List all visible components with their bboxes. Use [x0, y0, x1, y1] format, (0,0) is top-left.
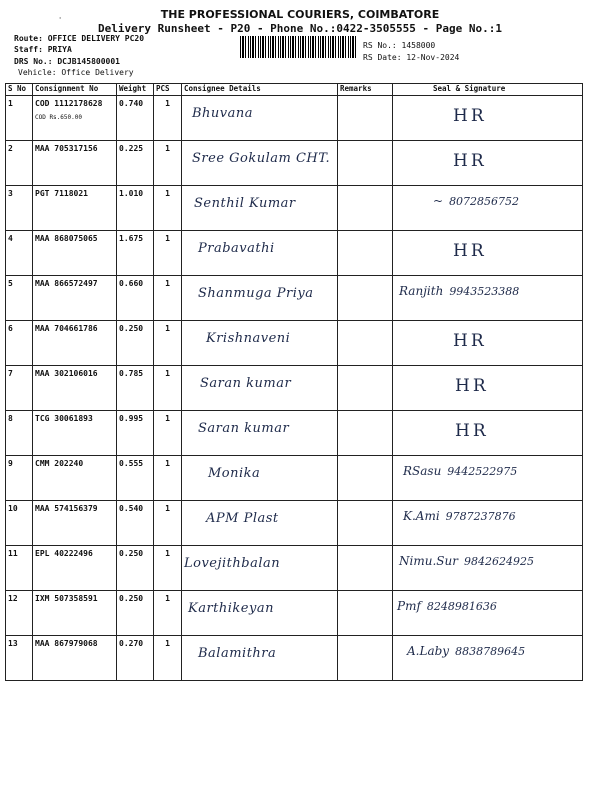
table-header-row: [6, 84, 583, 96]
consignee-cell: [182, 96, 338, 141]
consignee-handwriting: Senthil Kumar: [194, 196, 296, 211]
signature-text: HR: [453, 151, 487, 171]
pieces-count: 1: [154, 141, 182, 186]
consignee-handwriting: Lovejithbalan: [184, 556, 281, 571]
consignee-cell: [182, 411, 338, 456]
serial-number: 12: [6, 591, 33, 636]
table-row: [6, 546, 583, 591]
signature-handwriting: [403, 509, 516, 523]
signature-cell: [393, 231, 583, 276]
signature-handwriting: [433, 194, 519, 208]
signature-handwriting: [453, 151, 487, 171]
consignment-number: MAA 868075065: [35, 234, 98, 243]
table-row: [6, 231, 583, 276]
consignment-number: MAA 705317156: [35, 144, 98, 153]
consignee-handwriting: Prabavathi: [198, 241, 275, 256]
consignee-handwriting: Karthikeyan: [188, 601, 274, 616]
signature-handwriting: [399, 554, 534, 568]
table-row: [6, 141, 583, 186]
signature-text: Ranjith: [399, 284, 444, 298]
consignment-cell: [33, 96, 117, 141]
table-row: [6, 186, 583, 231]
consignee-cell: [182, 321, 338, 366]
consignee-cell: [182, 186, 338, 231]
signature-cell: [393, 321, 583, 366]
runsheet-table: [5, 83, 583, 681]
receiver-phone: 8838789645: [455, 645, 526, 658]
column-header-consignment: Consignment No: [33, 84, 117, 96]
consignee-cell: [182, 366, 338, 411]
signature-cell: [393, 546, 583, 591]
consignment-number: IXM 507358591: [35, 594, 98, 603]
pieces-count: 1: [154, 231, 182, 276]
consignment-number: CMM 202240: [35, 459, 84, 468]
consignee-handwriting: Saran kumar: [198, 421, 290, 436]
remarks-cell: [338, 501, 393, 546]
table-row: [6, 276, 583, 321]
runsheet-title: Delivery Runsheet - P20 - Phone No.:0422-3505555 - Page No.:1: [98, 22, 502, 35]
consignment-number: MAA 866572497: [35, 279, 98, 288]
consignee-cell: [182, 141, 338, 186]
signature-cell: [393, 186, 583, 231]
receiver-phone: 8248981636: [426, 600, 497, 613]
remarks-cell: [338, 411, 393, 456]
consignment-cell: [33, 186, 117, 231]
pieces-count: 1: [154, 366, 182, 411]
consignee-cell: [182, 276, 338, 321]
pieces-count: 1: [154, 96, 182, 141]
remarks-cell: [338, 276, 393, 321]
remarks-cell: [338, 546, 393, 591]
signature-handwriting: [455, 376, 489, 396]
serial-number: 1: [6, 96, 33, 141]
consignment-number: MAA 867979068: [35, 639, 98, 648]
consignment-number: MAA 704661786: [35, 324, 98, 333]
vehicle-label: Vehicle: Office Delivery: [18, 68, 134, 77]
weight-value: 0.225: [117, 141, 154, 186]
consignment-cell: [33, 141, 117, 186]
consignee-cell: [182, 501, 338, 546]
column-header-remarks: Remarks: [338, 84, 393, 96]
stray-mark: ': [58, 16, 63, 24]
consignee-cell: [182, 231, 338, 276]
pieces-count: 1: [154, 456, 182, 501]
serial-number: 10: [6, 501, 33, 546]
consignee-handwriting: Saran kumar: [200, 376, 292, 391]
signature-handwriting: [403, 464, 517, 478]
pieces-count: 1: [154, 501, 182, 546]
consignment-cell: [33, 321, 117, 366]
consignee-cell: [182, 546, 338, 591]
signature-handwriting: [397, 599, 497, 613]
remarks-cell: [338, 636, 393, 681]
signature-handwriting: [453, 106, 487, 126]
remarks-cell: [338, 591, 393, 636]
remarks-cell: [338, 186, 393, 231]
remarks-cell: [338, 231, 393, 276]
pieces-count: 1: [154, 276, 182, 321]
consignee-handwriting: Shanmuga Priya: [198, 286, 314, 301]
signature-cell: [393, 411, 583, 456]
column-header-signature: Seal & Signature: [393, 84, 583, 96]
serial-number: 9: [6, 456, 33, 501]
serial-number: 7: [6, 366, 33, 411]
weight-value: 0.660: [117, 276, 154, 321]
weight-value: 1.675: [117, 231, 154, 276]
consignment-cell: [33, 276, 117, 321]
consignee-handwriting: Sree Gokulam CHT.: [192, 151, 331, 166]
signature-text: A.Laby: [407, 644, 450, 658]
consignee-handwriting: APM Plast: [206, 511, 279, 526]
consignment-cell: [33, 456, 117, 501]
signature-text: RSasu: [403, 464, 442, 478]
consignee-handwriting: Krishnaveni: [206, 331, 291, 346]
signature-handwriting: [453, 241, 487, 261]
table-row: [6, 96, 583, 141]
signature-cell: [393, 96, 583, 141]
serial-number: 8: [6, 411, 33, 456]
remarks-cell: [338, 456, 393, 501]
consignee-handwriting: Monika: [208, 466, 261, 481]
signature-text: HR: [455, 421, 489, 441]
consignment-number: COD 1112178628: [35, 99, 103, 108]
table-row: [6, 501, 583, 546]
receiver-phone: 9943523388: [449, 285, 520, 298]
signature-text: K.Ami: [403, 509, 440, 523]
remarks-cell: [338, 321, 393, 366]
pieces-count: 1: [154, 546, 182, 591]
signature-text: HR: [455, 376, 489, 396]
serial-number: 2: [6, 141, 33, 186]
consignment-cell: [33, 501, 117, 546]
company-name: THE PROFESSIONAL COURIERS, COIMBATORE: [160, 8, 440, 21]
column-header-pcs: PCS: [154, 84, 182, 96]
weight-value: 0.555: [117, 456, 154, 501]
consignment-number: TCG 30061893: [35, 414, 93, 423]
weight-value: 1.010: [117, 186, 154, 231]
rs-date: RS Date: 12-Nov-2024: [363, 53, 460, 62]
consignee-handwriting: Balamithra: [198, 646, 277, 661]
consignment-cell: [33, 546, 117, 591]
signature-cell: [393, 636, 583, 681]
signature-text: ~: [433, 194, 444, 208]
table-row: [6, 366, 583, 411]
serial-number: 13: [6, 636, 33, 681]
remarks-cell: [338, 96, 393, 141]
table-row: [6, 591, 583, 636]
table-row: [6, 636, 583, 681]
column-header-sno: S No: [6, 84, 33, 96]
rs-number: RS No.: 1458000: [363, 41, 436, 50]
table-row: [6, 411, 583, 456]
signature-cell: [393, 366, 583, 411]
barcode-image: [240, 36, 356, 58]
signature-cell: [393, 276, 583, 321]
weight-value: 0.785: [117, 366, 154, 411]
pieces-count: 1: [154, 411, 182, 456]
weight-value: 0.740: [117, 96, 154, 141]
weight-value: 0.995: [117, 411, 154, 456]
pieces-count: 1: [154, 591, 182, 636]
serial-number: 4: [6, 231, 33, 276]
weight-value: 0.540: [117, 501, 154, 546]
receiver-phone: 9442522975: [447, 465, 518, 478]
consignee-cell: [182, 636, 338, 681]
pieces-count: 1: [154, 321, 182, 366]
receiver-phone: 8072856752: [449, 195, 520, 208]
signature-handwriting: [407, 644, 525, 658]
consignment-cell: [33, 591, 117, 636]
consignee-cell: [182, 591, 338, 636]
consignment-number: PGT 7118021: [35, 189, 88, 198]
serial-number: 5: [6, 276, 33, 321]
signature-text: Pmf: [397, 599, 421, 613]
signature-handwriting: [455, 421, 489, 441]
remarks-cell: [338, 366, 393, 411]
column-header-consignee: Consignee Details: [182, 84, 338, 96]
signature-cell: [393, 501, 583, 546]
signature-cell: [393, 456, 583, 501]
weight-value: 0.270: [117, 636, 154, 681]
receiver-phone: 9787237876: [445, 510, 516, 523]
column-header-weight: Weight: [117, 84, 154, 96]
signature-handwriting: [399, 284, 519, 298]
pieces-count: 1: [154, 636, 182, 681]
signature-text: Nimu.Sur: [399, 554, 458, 568]
signature-text: HR: [453, 331, 487, 351]
serial-number: 3: [6, 186, 33, 231]
staff-label: Staff: PRIYA: [14, 45, 72, 54]
weight-value: 0.250: [117, 546, 154, 591]
remarks-cell: [338, 141, 393, 186]
receiver-phone: 9842624925: [463, 555, 534, 568]
signature-cell: [393, 141, 583, 186]
serial-number: 11: [6, 546, 33, 591]
serial-number: 6: [6, 321, 33, 366]
consignee-handwriting: Bhuvana: [192, 106, 254, 121]
drs-number: DRS No.: DCJB145800001: [14, 57, 120, 66]
consignment-cell: [33, 411, 117, 456]
signature-text: HR: [453, 241, 487, 261]
consignment-number: EPL 40222496: [35, 549, 93, 558]
weight-value: 0.250: [117, 591, 154, 636]
table-row: [6, 321, 583, 366]
consignment-number: MAA 574156379: [35, 504, 98, 513]
route-label: Route: OFFICE DELIVERY PC20: [14, 34, 145, 43]
weight-value: 0.250: [117, 321, 154, 366]
consignment-cell: [33, 366, 117, 411]
table-row: [6, 456, 583, 501]
signature-cell: [393, 591, 583, 636]
signature-text: HR: [453, 106, 487, 126]
signature-handwriting: [453, 331, 487, 351]
consignment-cell: [33, 231, 117, 276]
consignment-cell: [33, 636, 117, 681]
consignee-cell: [182, 456, 338, 501]
pieces-count: 1: [154, 186, 182, 231]
consignment-number: MAA 302106016: [35, 369, 98, 378]
cod-amount: COD Rs.650.00: [35, 114, 82, 121]
